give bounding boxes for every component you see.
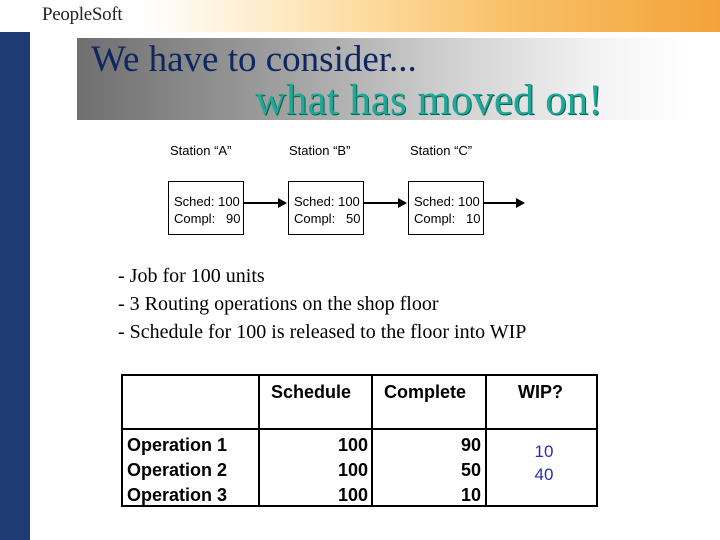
station-a-label: Station “A” xyxy=(170,143,232,158)
cell-complete-1: 90 xyxy=(460,435,481,455)
col-header-wip: WIP? xyxy=(518,382,563,402)
station-b-sched: Sched: 100 xyxy=(294,194,360,209)
peoplesoft-logo: PeopleSoft xyxy=(42,4,123,25)
slide-title-line2: what has moved on! xyxy=(255,77,603,124)
arrowhead-b-c xyxy=(398,198,407,208)
bullet-item: - Schedule for 100 is released to the floor into WIP xyxy=(118,321,527,343)
station-a-box xyxy=(168,181,244,235)
station-c-sched: Sched: 100 xyxy=(414,194,480,209)
table-header-divider xyxy=(123,428,596,430)
flow-arrow-b-c xyxy=(364,202,398,204)
table-divider xyxy=(485,376,487,505)
slide-title-line1: We have to consider... xyxy=(91,39,417,80)
station-c-box xyxy=(408,181,484,235)
row-operation-1: Operation 1 xyxy=(127,435,228,455)
station-c-label: Station “C” xyxy=(410,143,473,158)
cell-wip-1: 10 xyxy=(534,442,554,461)
bullet-item: - 3 Routing operations on the shop floor xyxy=(118,293,439,315)
cell-wip-2: 40 xyxy=(534,465,554,484)
table-divider xyxy=(371,376,373,505)
flow-arrow-a-b xyxy=(244,202,278,204)
col-header-complete: Complete xyxy=(384,382,467,402)
cell-schedule-3: 100 xyxy=(337,485,368,505)
bullet-list xyxy=(118,262,526,346)
station-a-sched: Sched: 100 xyxy=(174,194,240,209)
row-operation-2: Operation 2 xyxy=(127,460,228,480)
bullet-item: - Job for 100 units xyxy=(118,265,265,287)
row-operation-3: Operation 3 xyxy=(127,485,228,505)
flow-arrow-c-out xyxy=(484,202,516,204)
station-c-compl: Compl: 10 xyxy=(414,211,481,226)
cell-schedule-1: 100 xyxy=(337,435,368,455)
col-header-schedule: Schedule xyxy=(271,382,352,402)
station-b-box xyxy=(288,181,364,235)
arrowhead-a-b xyxy=(278,198,287,208)
cell-schedule-2: 100 xyxy=(337,460,368,480)
left-accent-bar xyxy=(0,32,30,540)
station-a-compl: Compl: 90 xyxy=(174,211,241,226)
arrowhead-c-out xyxy=(516,198,525,208)
station-b-compl: Compl: 50 xyxy=(294,211,361,226)
cell-complete-2: 50 xyxy=(460,460,481,480)
wip-table xyxy=(121,374,598,507)
station-b-label: Station “B” xyxy=(289,143,351,158)
cell-complete-3: 10 xyxy=(460,485,481,505)
table-divider xyxy=(258,376,260,505)
